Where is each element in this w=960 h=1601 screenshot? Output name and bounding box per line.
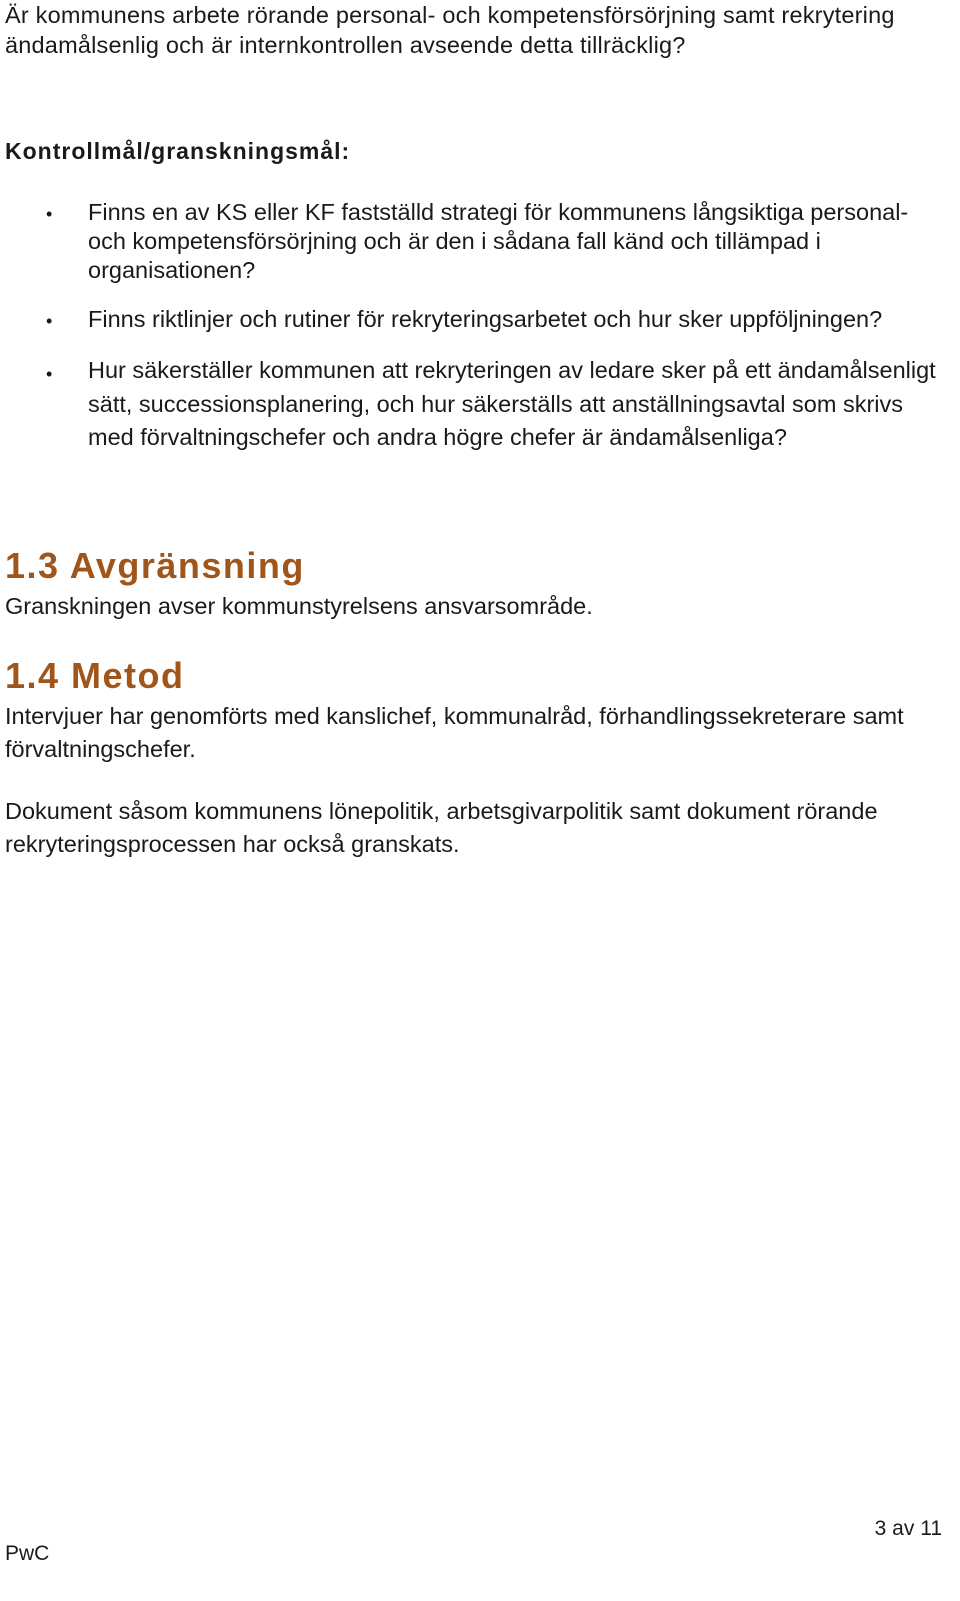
- metod-paragraph: Intervjuer har genomförts med kanslichef, kommunalråd, förhandlingssekreterare samt förvaltningschefer.: [5, 703, 904, 762]
- list-item: [0, 354, 948, 455]
- section-heading-metod: 1.4 Metod: [5, 655, 185, 696]
- list-item: [0, 198, 948, 285]
- page-number: 3 av 11: [874, 1517, 942, 1540]
- control-objectives-list: [0, 198, 960, 455]
- list-item: [0, 305, 948, 334]
- avgransning-paragraph: Granskningen avser kommunstyrelsens ansvarsområde.: [5, 593, 593, 619]
- bullet-icon: •: [46, 311, 53, 331]
- section-heading-avgransning: 1.3 Avgränsning: [5, 545, 305, 586]
- list-item-text: Finns en av KS eller KF fastställd strategi för kommunens långsiktiga personal- och kompetensförsörjning och är den i sådana fall känd och tillämpad i organisationen?: [88, 199, 909, 283]
- list-item-text: Hur säkerställer kommunen att rekryteringen av ledare sker på ett ändamålsenligt sätt, successionsplanering, och hur säkerställs att anställningsavtal som skrivs med förvaltningschefer och andra högre chefer är ändamålsenliga?: [88, 357, 936, 450]
- list-item-text: Finns riktlinjer och rutiner för rekryteringsarbetet och hur sker uppföljningen?: [88, 306, 883, 332]
- bullet-icon: •: [46, 204, 53, 224]
- bullet-icon: •: [46, 364, 53, 384]
- footer-brand: PwC: [5, 1542, 50, 1565]
- control-objectives-heading: Kontrollmål/granskningsmål:: [5, 138, 351, 164]
- metod-paragraph: Dokument såsom kommunens lönepolitik, arbetsgivarpolitik samt dokument rörande rekryteringsprocessen har också granskats.: [5, 798, 878, 857]
- intro-question: Är kommunens arbete rörande personal- och kompetensförsörjning samt rekrytering ändamålsenlig och är internkontrollen avseende detta tillräcklig?: [5, 2, 895, 58]
